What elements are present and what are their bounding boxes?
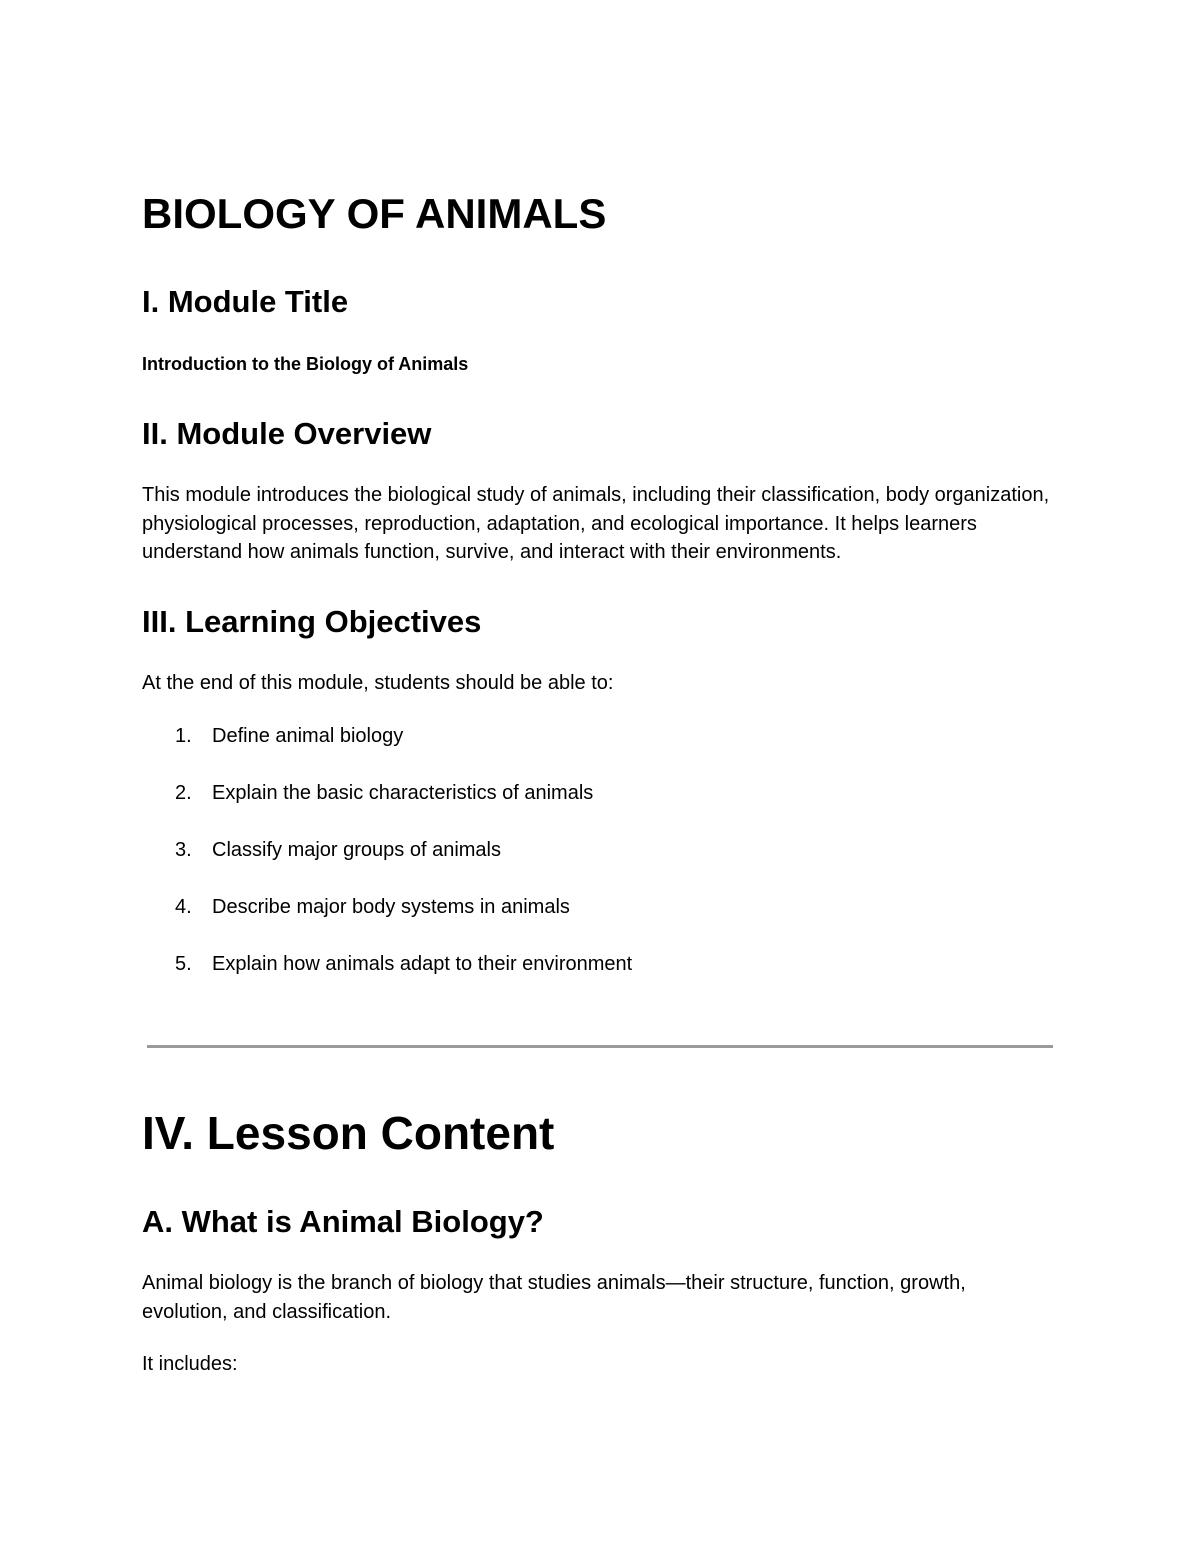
lesson-content-heading: IV. Lesson Content (142, 1107, 555, 1159)
objective-text: Describe major body systems in animals (212, 896, 570, 918)
objective-number: 5. (175, 953, 192, 975)
objective-number: 3. (175, 839, 192, 861)
it-includes-text: It includes: (142, 1353, 238, 1375)
document-title: BIOLOGY OF ANIMALS (142, 190, 607, 237)
module-title-heading: I. Module Title (142, 284, 349, 319)
animal-biology-definition: Animal biology is the branch of biology that studies animals—their structure, function, growth, evolution, and classification. (142, 1272, 966, 1323)
learning-objectives-intro: At the end of this module, students should be able to: (142, 672, 614, 694)
module-title-text: Introduction to the Biology of Animals (142, 354, 469, 374)
objective-text: Explain how animals adapt to their environment (212, 953, 633, 975)
objective-number: 2. (175, 782, 192, 804)
module-overview-heading: II. Module Overview (142, 416, 432, 451)
learning-objectives-heading: III. Learning Objectives (142, 604, 482, 639)
module-overview-paragraph: This module introduces the biological study of animals, including their classification, body organization, physiological processes, reproduction, adaptation, and ecological importance. It helps learners understand how animals function, survive, and interact with their environments. (142, 484, 1050, 563)
objective-text: Classify major groups of animals (212, 839, 501, 861)
objective-number: 1. (175, 725, 192, 747)
objective-text: Define animal biology (212, 725, 404, 747)
objective-text: Explain the basic characteristics of animals (212, 782, 594, 804)
horizontal-divider (147, 1045, 1053, 1048)
objective-number: 4. (175, 896, 192, 918)
what-is-animal-biology-heading: A. What is Animal Biology? (142, 1204, 544, 1239)
